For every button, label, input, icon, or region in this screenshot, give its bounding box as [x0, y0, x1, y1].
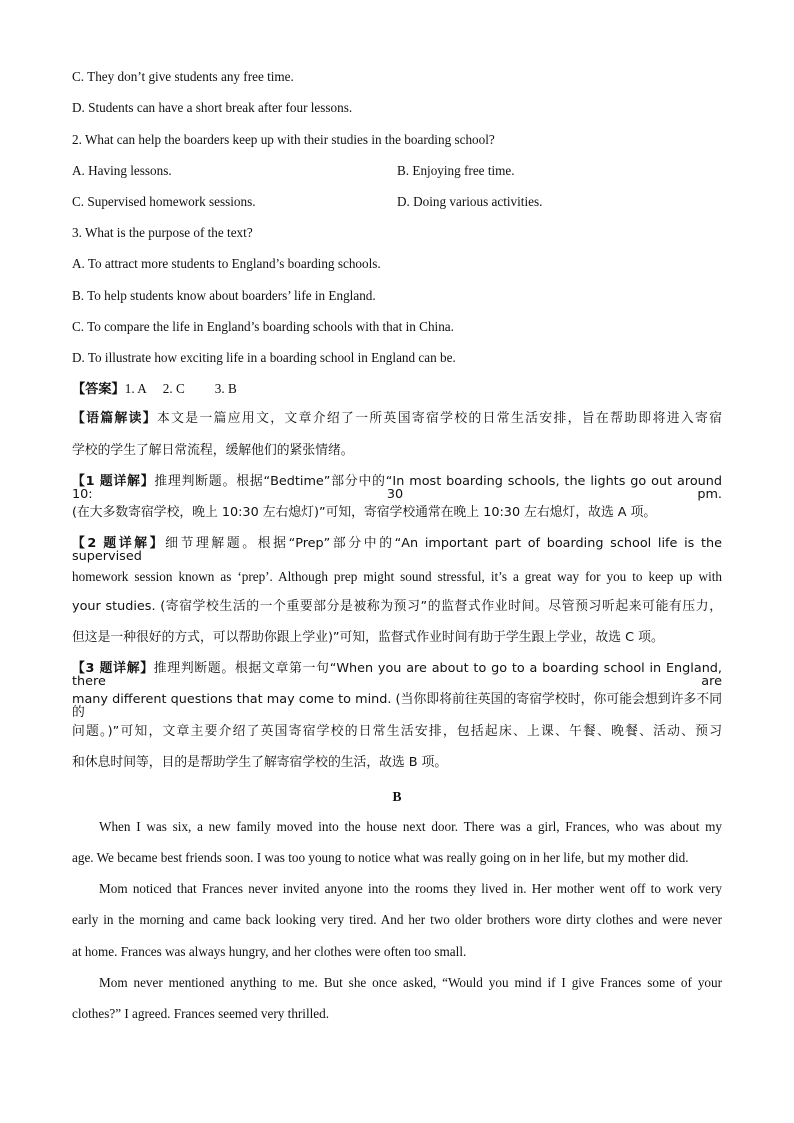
explain-2-line-2: homework session known as ‘prep’. Although prep might sound stressful, it’s a great way for you to keep up with — [72, 569, 722, 584]
answer-1: 1. A — [124, 381, 147, 396]
analysis-line-1 — [72, 413, 722, 426]
q2-option-a: A. Having lessons. — [72, 163, 172, 178]
q1-option-d: D. Students can have a short break after four lessons. — [72, 100, 353, 115]
analysis-tag: 【语篇解读】 — [72, 411, 157, 426]
explain-2-line-3: your studies. (寄宿学校生活的一个重要部分是被称为预习”的监督式作业时间。尽管预习听起来可能有压力， — [72, 599, 722, 614]
explain-3-line-2: many different questions that may come to mind. (当你即将前往英国的寄宿学校时，你可能会想到许多不同的 — [72, 692, 722, 720]
explain-2-line-1 — [72, 538, 722, 564]
explain-3-text-1: 推理判断题。根据文章第一句“When you are about to go to a boarding school in England, there are — [72, 661, 722, 689]
explain-3-line-4: 和休息时间等，目的是帮助学生了解寄宿学校的生活，故选 B 项。 — [72, 755, 448, 770]
passage-p3-line-1: Mom never mentioned anything to me. But she once asked, “Would you mind if I give Frances some of your — [99, 975, 722, 990]
q2-option-d: D. Doing various activities. — [397, 194, 543, 209]
explain-1-tag: 【1 题详解】 — [72, 474, 155, 489]
explain-1-text-1: 推理判断题。根据“Bedtime”部分中的“In most boarding schools, the lights go out around 10: 30 pm. — [72, 474, 722, 502]
explain-1-line-1 — [72, 476, 722, 502]
explain-1-line-2: (在大多数寄宿学校，晚上 10:30 左右熄灯)”可知，寄宿学校通常在晚上 10:30 左右熄灯，故选 A 项。 — [72, 505, 657, 520]
answer-line — [72, 382, 237, 396]
q1-option-c: C. They don’t give students any free time. — [72, 69, 294, 84]
passage-p2-line-3: at home. Frances was always hungry, and her clothes were often too small. — [72, 944, 467, 959]
passage-p3-line-2: clothes?” I agreed. Frances seemed very thrilled. — [72, 1006, 330, 1021]
answer-3: 3. B — [214, 381, 237, 396]
q3-option-c: C. To compare the life in England’s boarding schools with that in China. — [72, 319, 454, 334]
explain-3-line-3: 问题。)”可知，文章主要介绍了英国寄宿学校的日常生活安排，包括起床、上课、午餐、晚餐、活动、预习 — [72, 724, 722, 739]
section-b-title: B — [392, 789, 402, 804]
passage-p1-line-1: When I was six, a new family moved into the house next door. There was a girl, Frances, who was about my — [99, 819, 722, 834]
answer-2: 2. C — [162, 381, 185, 396]
explain-3-tag: 【3 题详解】 — [72, 661, 154, 676]
q3-option-a: A. To attract more students to England’s boarding schools. — [72, 256, 381, 271]
answer-tag: 【答案】 — [72, 382, 125, 397]
passage-p1-line-2: age. We became best friends soon. I was too young to notice what was really going on in her life, but my mother did. — [72, 850, 689, 865]
q3-option-b: B. To help students know about boarders’ life in England. — [72, 288, 376, 303]
q2-stem: 2. What can help the boarders keep up with their studies in the boarding school? — [72, 132, 495, 147]
passage-p2-line-2: early in the morning and came back looking very tired. And her two older brothers wore dirty clothes and were never — [72, 912, 722, 927]
q3-option-d: D. To illustrate how exciting life in a boarding school in England can be. — [72, 350, 456, 365]
explain-3-line-1 — [72, 663, 722, 689]
explain-2-text-1: 细节理解题。根据“Prep”部分中的“An important part of boarding school life is the supervised — [72, 536, 723, 564]
explain-2-tag: 【2 题详解】 — [72, 536, 166, 551]
analysis-text-1: 本文是一篇应用文，文章介绍了一所英国寄宿学校的日常生活安排，旨在帮助即将进入寄宿 — [156, 411, 723, 426]
explain-2-line-4: 但这是一种很好的方式，可以帮助你跟上学业)”可知，监督式作业时间有助于学生跟上学业，故选 C 项。 — [72, 630, 664, 645]
passage-p2-line-1: Mom noticed that Frances never invited anyone into the rooms they lived in. Her mother went off to work very — [99, 881, 722, 896]
q2-option-c: C. Supervised homework sessions. — [72, 194, 256, 209]
q2-option-b: B. Enjoying free time. — [397, 163, 515, 178]
analysis-line-2: 学校的学生了解日常流程，缓解他们的紧张情绪。 — [72, 443, 354, 458]
q3-stem: 3. What is the purpose of the text? — [72, 225, 253, 240]
